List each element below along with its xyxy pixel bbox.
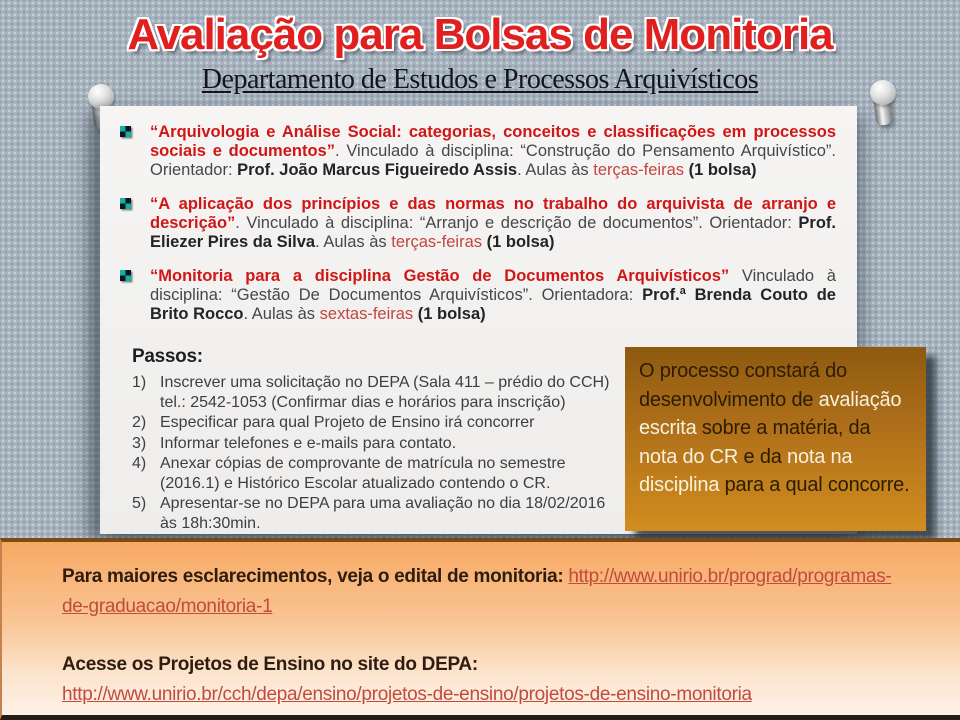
project-day: terças-feiras <box>593 161 685 179</box>
page-title: Avaliação para Bolsas de Monitoria <box>127 10 833 59</box>
highlight-emphasis: nota na disciplina <box>639 445 853 496</box>
step-item-2 <box>132 413 624 433</box>
project-advisor: Prof. João Marcus Figueiredo Assis <box>237 161 518 179</box>
project-bolsa: (1 bolsa) <box>482 233 555 251</box>
step-item-3 <box>132 434 624 454</box>
project-text: . Aulas às <box>243 305 320 323</box>
checkered-square-icon <box>120 270 131 281</box>
project-text: . Vinculado à disciplina: “Construção do Pensamento Arquivístico”. Orientador: <box>150 142 837 179</box>
footer-links-bar <box>0 538 960 720</box>
project-item-1 <box>120 123 836 180</box>
step-number: 4) <box>132 455 147 472</box>
highlight-text: sobre a matéria, da <box>696 417 871 439</box>
process-highlight-box <box>625 347 926 531</box>
pushpin-head <box>870 80 896 105</box>
step-number: 2) <box>132 414 147 431</box>
project-text: . Aulas às <box>315 233 392 251</box>
step-text: Especificar para qual Projeto de Ensino irá concorrer <box>160 414 535 431</box>
step-text: Apresentar-se no DEPA para uma avaliação no dia 18/02/2016 às 18h:30min. <box>160 495 606 532</box>
checkered-square-icon <box>120 198 131 209</box>
highlight-emphasis: nota do CR <box>639 445 739 468</box>
project-title: “Arquivologia e Análise Social: categorias, conceitos e classificações em processos sociais e documentos” <box>150 123 836 160</box>
footer-line-edital <box>62 562 900 622</box>
project-day: terças-feiras <box>391 233 483 251</box>
highlight-text: para a qual concorre. <box>719 474 910 496</box>
highlight-text: O processo constará do desenvolvimento de <box>639 360 847 411</box>
step-number: 3) <box>132 434 147 452</box>
edital-monitoria-link[interactable]: http://www.unirio.br/prograd/programas-de-graduacao/monitoria-1 <box>62 566 892 617</box>
page-subtitle: Departamento de Estudos e Processos Arquivísticos <box>201 64 759 95</box>
step-item-1 <box>132 373 624 412</box>
project-text: . Aulas às <box>517 161 594 179</box>
project-title: “A aplicação dos princípios e das normas no trabalho do arquivista de arranjo e descrição” <box>150 195 836 232</box>
project-item-3 <box>120 267 836 324</box>
project-bolsa: (1 bolsa) <box>413 305 486 323</box>
step-number: 5) <box>132 495 147 512</box>
project-advisor: Prof. Eliezer Pires da Silva <box>150 214 836 251</box>
project-text: . Vinculado à disciplina: “Arranjo e descrição de documentos”. Orientador: <box>235 214 799 232</box>
project-advisor: Prof.ª Brenda Couto de Brito Rocco <box>150 286 836 323</box>
footer-edital-label: Para maiores esclarecimentos, veja o edital de monitoria: <box>62 566 569 587</box>
highlight-text: e da <box>738 445 788 468</box>
step-number: 1) <box>132 374 147 391</box>
step-text: Anexar cópias de comprovante de matrícula no semestre (2016.1) e Histórico Escolar atualizado contendo o CR. <box>160 455 566 492</box>
checkered-square-icon <box>120 126 131 137</box>
steps-heading: Passos: <box>132 346 203 367</box>
step-text: Inscrever uma solicitação no DEPA (Sala 411 – prédio do CCH) tel.: 2542-1053 (Confirmar dias e horários para inscrição) <box>160 374 610 411</box>
project-item-2 <box>120 195 836 252</box>
project-title: “Monitoria para a disciplina Gestão de Documentos Arquivísticos” <box>150 267 730 285</box>
pushpin-icon-right <box>862 82 906 134</box>
project-day: sextas-feiras <box>319 305 414 323</box>
step-text: Informar telefones e e-mails para contato. <box>160 434 457 452</box>
highlight-emphasis: avaliação escrita <box>639 388 902 439</box>
footer-depa-label: Acesse os Projetos de Ensino no site do DEPA: <box>62 654 478 675</box>
project-text: Vinculado à disciplina: “Gestão De Documentos Arquivísticos”. Orientadora: <box>150 267 836 304</box>
projetos-ensino-link[interactable]: http://www.unirio.br/cch/depa/ensino/projetos-de-ensino/projetos-de-ensino-monitoria <box>62 684 752 705</box>
project-bolsa: (1 bolsa) <box>684 161 757 179</box>
steps-section <box>132 346 624 534</box>
step-item-5 <box>132 494 624 533</box>
footer-line-depa <box>62 650 900 710</box>
step-item-4 <box>132 454 624 493</box>
